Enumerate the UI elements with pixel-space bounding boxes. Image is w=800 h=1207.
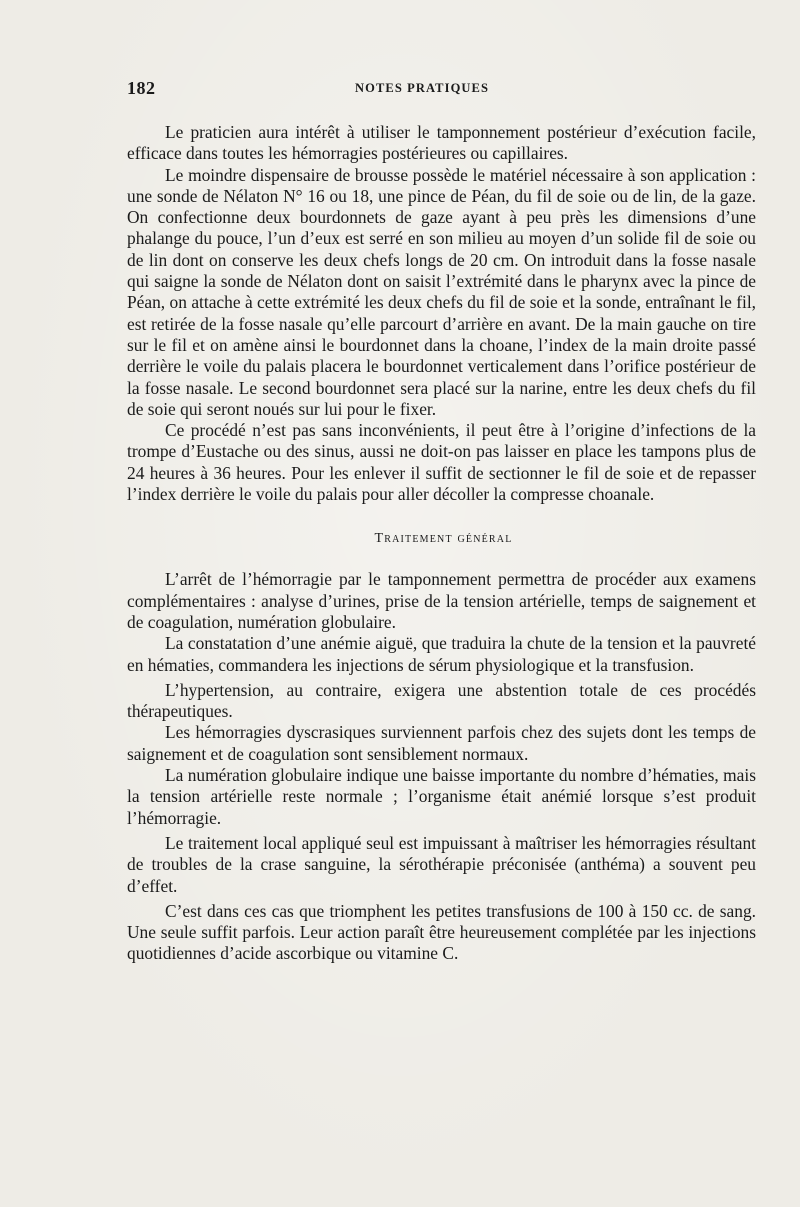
- page-number: 182: [127, 78, 156, 98]
- paragraph-anemie: La constatation d’une anémie aiguë, que traduira la chute de la tension et la pauvreté en hématies, commandera les injections de sérum physiologique et la transfusion.: [127, 633, 756, 675]
- running-title: NOTES PRATIQUES: [355, 81, 490, 95]
- paragraph-tamponnement-inconvenients: Ce procédé n’est pas sans inconvénients, il peut être à l’origine d’infections de la trompe d’Eustache ou des sinus, aussi ne doit-on pas laisser en place les tampons plus de 24 heures à 36 heures. Pour les enlever il suffit de sectionner le fil de soie et de repasser l’index derrière le voile du palais pour aller décoller la compresse choanale.: [127, 420, 756, 505]
- paragraph-hypertension: L’hypertension, au contraire, exigera une abstention totale de ces procédés thérapeutiques.: [127, 679, 756, 722]
- paragraph-numeration: La numération globulaire indique une baisse importante du nombre d’hématies, mais la tension artérielle reste normale ; l’organisme était anémié lorsque s’est produit l’hémorragie.: [127, 765, 756, 828]
- paragraph-tamponnement-technique: Le moindre dispensaire de brousse possède le matériel nécessaire à son application : une sonde de Nélaton N° 16 ou 18, une pince de Péan, du fil de soie ou de lin, de la gaze. On confectionne deux bourdonnets de gaze ayant à peu près les dimensions d’une phalange du pouce, l’un d’eux est serré en son milieu au moyen d’un solide fil de soie ou de lin dont on conserve les deux chefs longs de 20 cm. On introduit dans la fosse nasale qui saigne la sonde de Nélaton dont on saisit l’extrémité dans le pharynx avec la pince de Péan, on attache à cette extrémité les deux chefs du fil de soie et la sonde, entraînant le fil, est retirée de la fosse nasale qu’elle parcourt d’arrière en avant. De la main gauche on tire sur le fil et on amène ainsi le bourdonnet dans la choane, l’index de la main droite passé derrière le voile du palais placera le bourdonnet verticalement dans l’orifice postérieur de la fosse nasale. Le second bourdonnet sera placé sur la narine, entre les deux chefs du fil de soie qui seront noués sur lui pour le fixer.: [127, 164, 756, 419]
- paragraph-examens: L’arrêt de l’hémorragie par le tamponnement permettra de procéder aux examens complémentaires : analyse d’urines, prise de la tension artérielle, temps de saignement et de coagulation, numération globulaire.: [127, 569, 756, 632]
- paragraph-tamponnement-intro: Le praticien aura intérêt à utiliser le tamponnement postérieur d’exécution facile, efficace dans toutes les hémorragies postérieures ou capillaires.: [127, 122, 756, 164]
- page-header: [127, 78, 756, 100]
- paragraph-dyscrasiques: Les hémorragies dyscrasiques surviennent parfois chez des sujets dont les temps de saignement et de coagulation sont sensiblement normaux.: [127, 722, 756, 764]
- section-title: Traitement général: [374, 531, 513, 547]
- paragraph-traitement-local: Le traitement local appliqué seul est impuissant à maîtriser les hémorragies résultant de troubles de la crase sanguine, la sérothérapie préconisée (anthéma) a souvent peu d’effet.: [127, 832, 756, 896]
- body-text: [127, 122, 756, 965]
- paragraph-transfusions: C’est dans ces cas que triomphent les petites transfusions de 100 à 150 cc. de sang. Une seule suffit parfois. Leur action paraît être heureusement complétée par les injections quotidiennes d’acide ascorbique ou vitamine C.: [127, 900, 756, 964]
